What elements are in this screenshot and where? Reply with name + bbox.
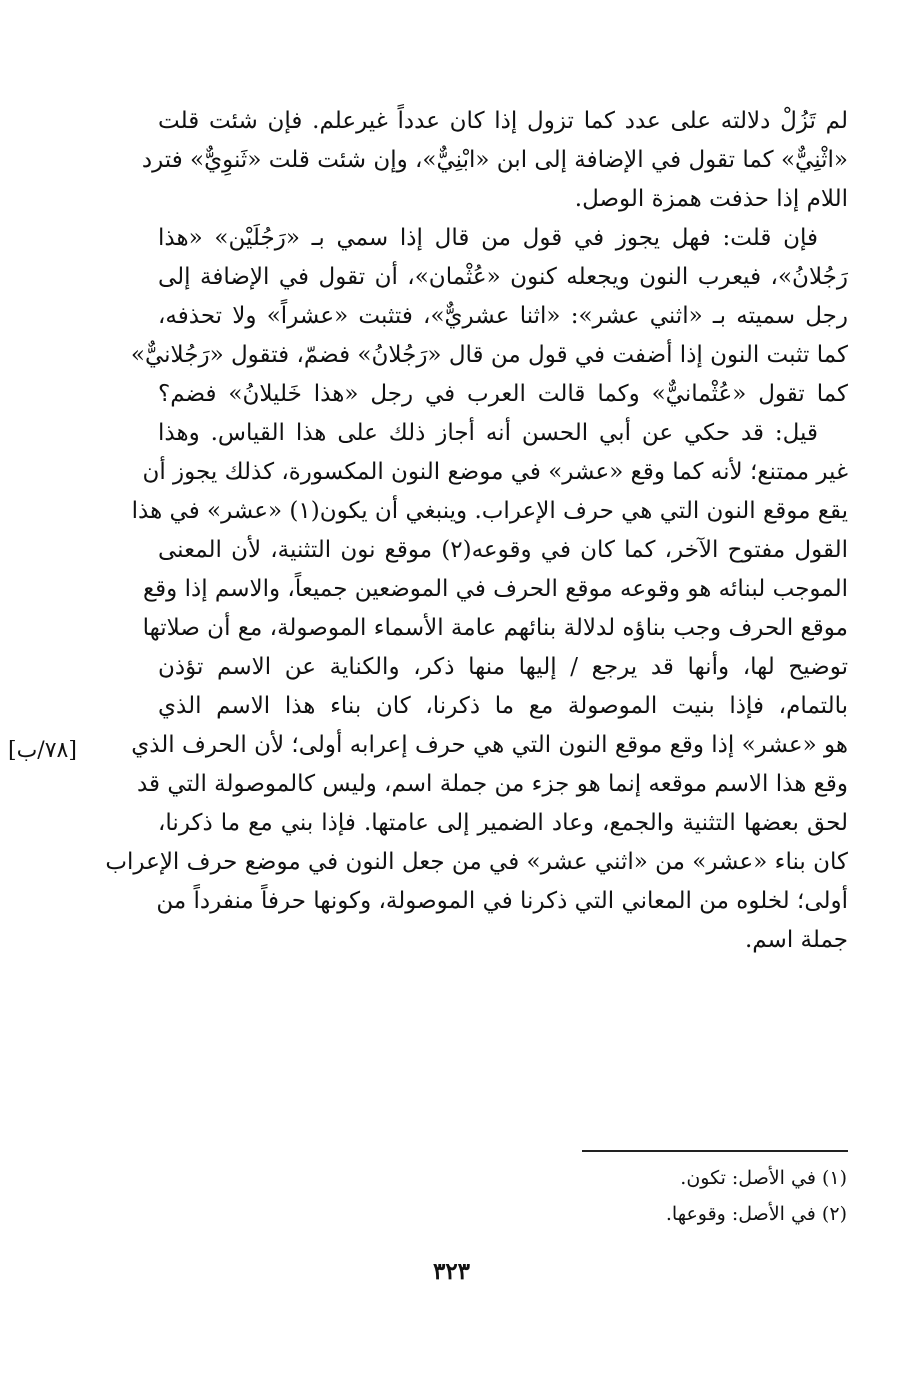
text-line: بالتمام، فإذا بنيت الموصولة مع ما ذكرنا، كان بناء هذا الاسم الذي: [158, 693, 848, 719]
paragraph-3: [105, 414, 849, 960]
text-line: موقع الحرف وجب بناؤه لدلالة بنائهم عامة الأسماء الموصولة، مع أن صلاتها: [142, 615, 848, 641]
text-line: جملة اسم.: [744, 927, 848, 953]
text-line: كما تثبت النون إذا أضفت في قول من قال «رَجُلانُ» فضمّ، فتقول «رَجُلانيٌّ»: [130, 342, 848, 368]
text-line: القول مفتوح الآخر، كما كان في وقوعه(٢) موقع نون التثنية، لأن المعنى: [158, 537, 849, 563]
paragraph-1: [141, 102, 848, 219]
main-text: [105, 102, 849, 960]
footnote-1: (١) في الأصل: تكون.: [680, 1167, 847, 1189]
text-line: الموجب لبنائه هو وقوعه موقع الحرف في الموضعين جميعاً، والاسم إذا وقع: [142, 576, 848, 602]
text-line: غير ممتنع؛ لأنه كما وقع «عشر» في موضع النون المكسورة، كذلك يجوز أن: [142, 459, 848, 485]
text-line: يقع موقع النون التي هي حرف الإعراب. وينبغي أن يكون(١) «عشر» في هذا: [131, 498, 848, 524]
text-line: لحق بعضها التثنية والجمع، وعاد الضمير إلى عامتها. فإذا بني مع ما ذكرنا،: [158, 810, 848, 836]
text-line: رجل سميته بـ «اثني عشر»: «اثنا عشريٌّ»، فتثبت «عشراً» ولا تحذفه،: [158, 303, 848, 329]
footnote-separator: [582, 1150, 848, 1152]
text-line: كما تقول «عُثْمانيٌّ» وكما قالت العرب في رجل «هذا خَليلانُ» فضم؟: [158, 381, 848, 407]
footnotes: [447, 1160, 847, 1232]
margin-folio-reference: [٧٨/ب]: [8, 738, 77, 763]
text-line: لم تَزُلْ دلالته على عدد كما تزول إذا كان عدداً غيرعلم. فإن شئت قلت: [158, 108, 848, 134]
text-line: فإن قلت: فهل يجوز في قول من قال إذا سمي بـ «رَجُلَيْن» «هذا: [158, 225, 818, 251]
footnote-2: (٢) في الأصل: وقوعها.: [665, 1203, 847, 1225]
text-line: كان بناء «عشر» من «اثني عشر» في من جعل النون في موضع حرف الإعراب: [105, 849, 848, 875]
page-number: ٣٢٣: [432, 1258, 471, 1285]
text-line: وقع هذا الاسم موقعه إنما هو جزء من جملة اسم، وليس كالموصولة التي قد: [136, 771, 848, 797]
paragraph-2: [130, 219, 848, 414]
text-line: هو «عشر» إذا وقع موقع النون التي هي حرف إعرابه أولى؛ لأن الحرف الذي: [131, 732, 848, 758]
text-line: اللام إذا حذفت همزة الوصل.: [574, 186, 848, 212]
text-line: رَجُلانُ»، فيعرب النون ويجعله كنون «عُثْمان»، أن تقول في الإضافة إلى: [158, 264, 848, 290]
text-line: أولى؛ لخلوه من المعاني التي ذكرنا في الموصولة، وكونها حرفاً منفرداً من: [156, 888, 848, 914]
text-line: «اثْنِيٌّ» كما تقول في الإضافة إلى ابن «ابْنِيٌّ»، وإن شئت قلت «ثَنوِيٌّ» فترد: [141, 147, 848, 173]
text-line: قيل: قد حكي عن أبي الحسن أنه أجاز ذلك على هذا القياس. وهذا: [158, 420, 818, 446]
text-line: توضيح لها، وأنها قد يرجع / إليها منها ذكر، والكناية عن الاسم تؤذن: [158, 654, 848, 680]
